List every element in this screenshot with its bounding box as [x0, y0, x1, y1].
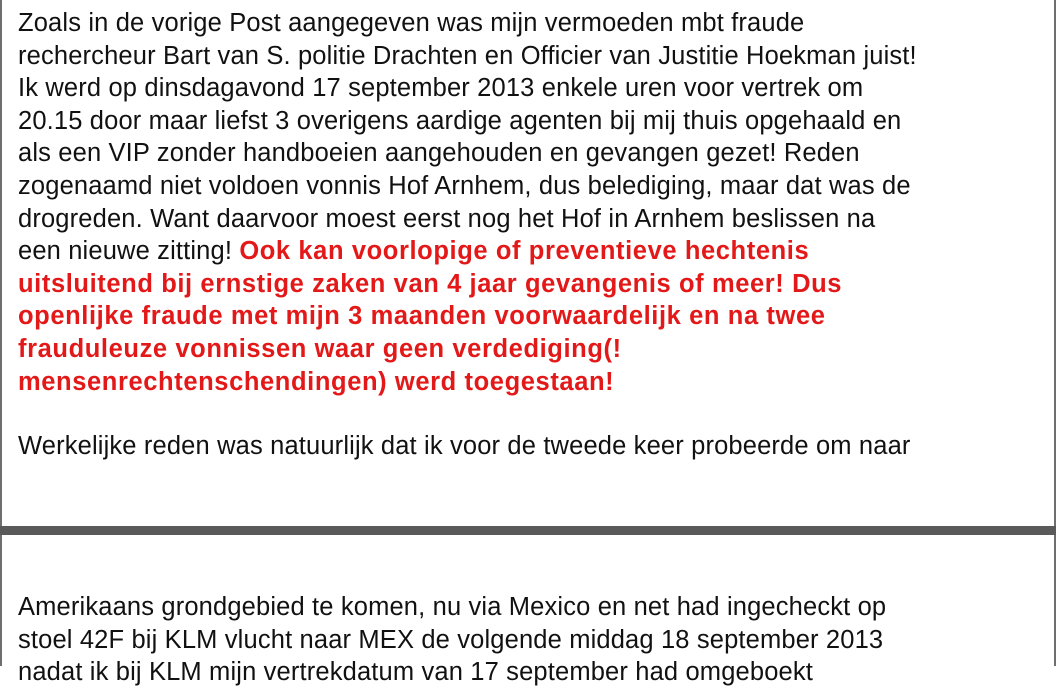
highlighted-line: mensenrechtenschendingen) werd toegestaan!	[18, 367, 615, 396]
page-separator	[0, 526, 1056, 535]
mixed-text-line	[18, 235, 1058, 268]
text-line: Ik werd op dinsdagavond 17 september 2013 enkele uren voor vertrek om	[18, 74, 864, 103]
text-line: als een VIP zonder handboeien aangehouden en gevangen gezet! Reden	[18, 139, 860, 168]
highlighted-line: frauduleuze vonnissen waar geen verdediging(!	[18, 334, 622, 363]
text-line: Werkelijke reden was natuurlijk dat ik voor de tweede keer probeerde om naar	[18, 432, 911, 460]
paragraph-2	[18, 430, 1058, 463]
text-line: nadat ik bij KLM mijn vertrekdatum van 17 september had omgeboekt	[18, 658, 813, 687]
plain-text: een nieuwe zitting!	[18, 237, 240, 266]
highlighted-line: uitsluitend bij ernstige zaken van 4 jaar gevangenis of meer! Dus	[18, 269, 843, 298]
text-line: drogreden. Want daarvoor moest eerst nog het Hof in Arnhem beslissen na	[18, 204, 876, 233]
text-line: 20.15 door maar liefst 3 overigens aardige agenten bij mij thuis opgehaald en	[18, 106, 902, 135]
text-line: rechercheur Bart van S. politie Drachten en Officier van Justitie Hoekman juist!	[18, 41, 917, 70]
highlighted-text: Ook kan voorlopige of preventieve hechtenis	[239, 237, 810, 266]
paragraph-3	[18, 591, 1058, 689]
text-line: Zoals in de vorige Post aangegeven was mijn vermoeden mbt fraude	[18, 9, 805, 37]
paragraph-1	[18, 7, 1058, 398]
text-line: zogenaamd niet voldoen vonnis Hof Arnhem, dus belediging, maar dat was de	[18, 171, 911, 200]
text-line: stoel 42F bij KLM vlucht naar MEX de volgende middag 18 september 2013	[18, 625, 884, 654]
highlighted-line: openlijke fraude met mijn 3 maanden voorwaardelijk en na twee	[18, 302, 826, 331]
text-line: Amerikaans grondgebied te komen, nu via Mexico en net had ingecheckt op	[18, 593, 887, 621]
document-page-2	[0, 535, 1056, 687]
